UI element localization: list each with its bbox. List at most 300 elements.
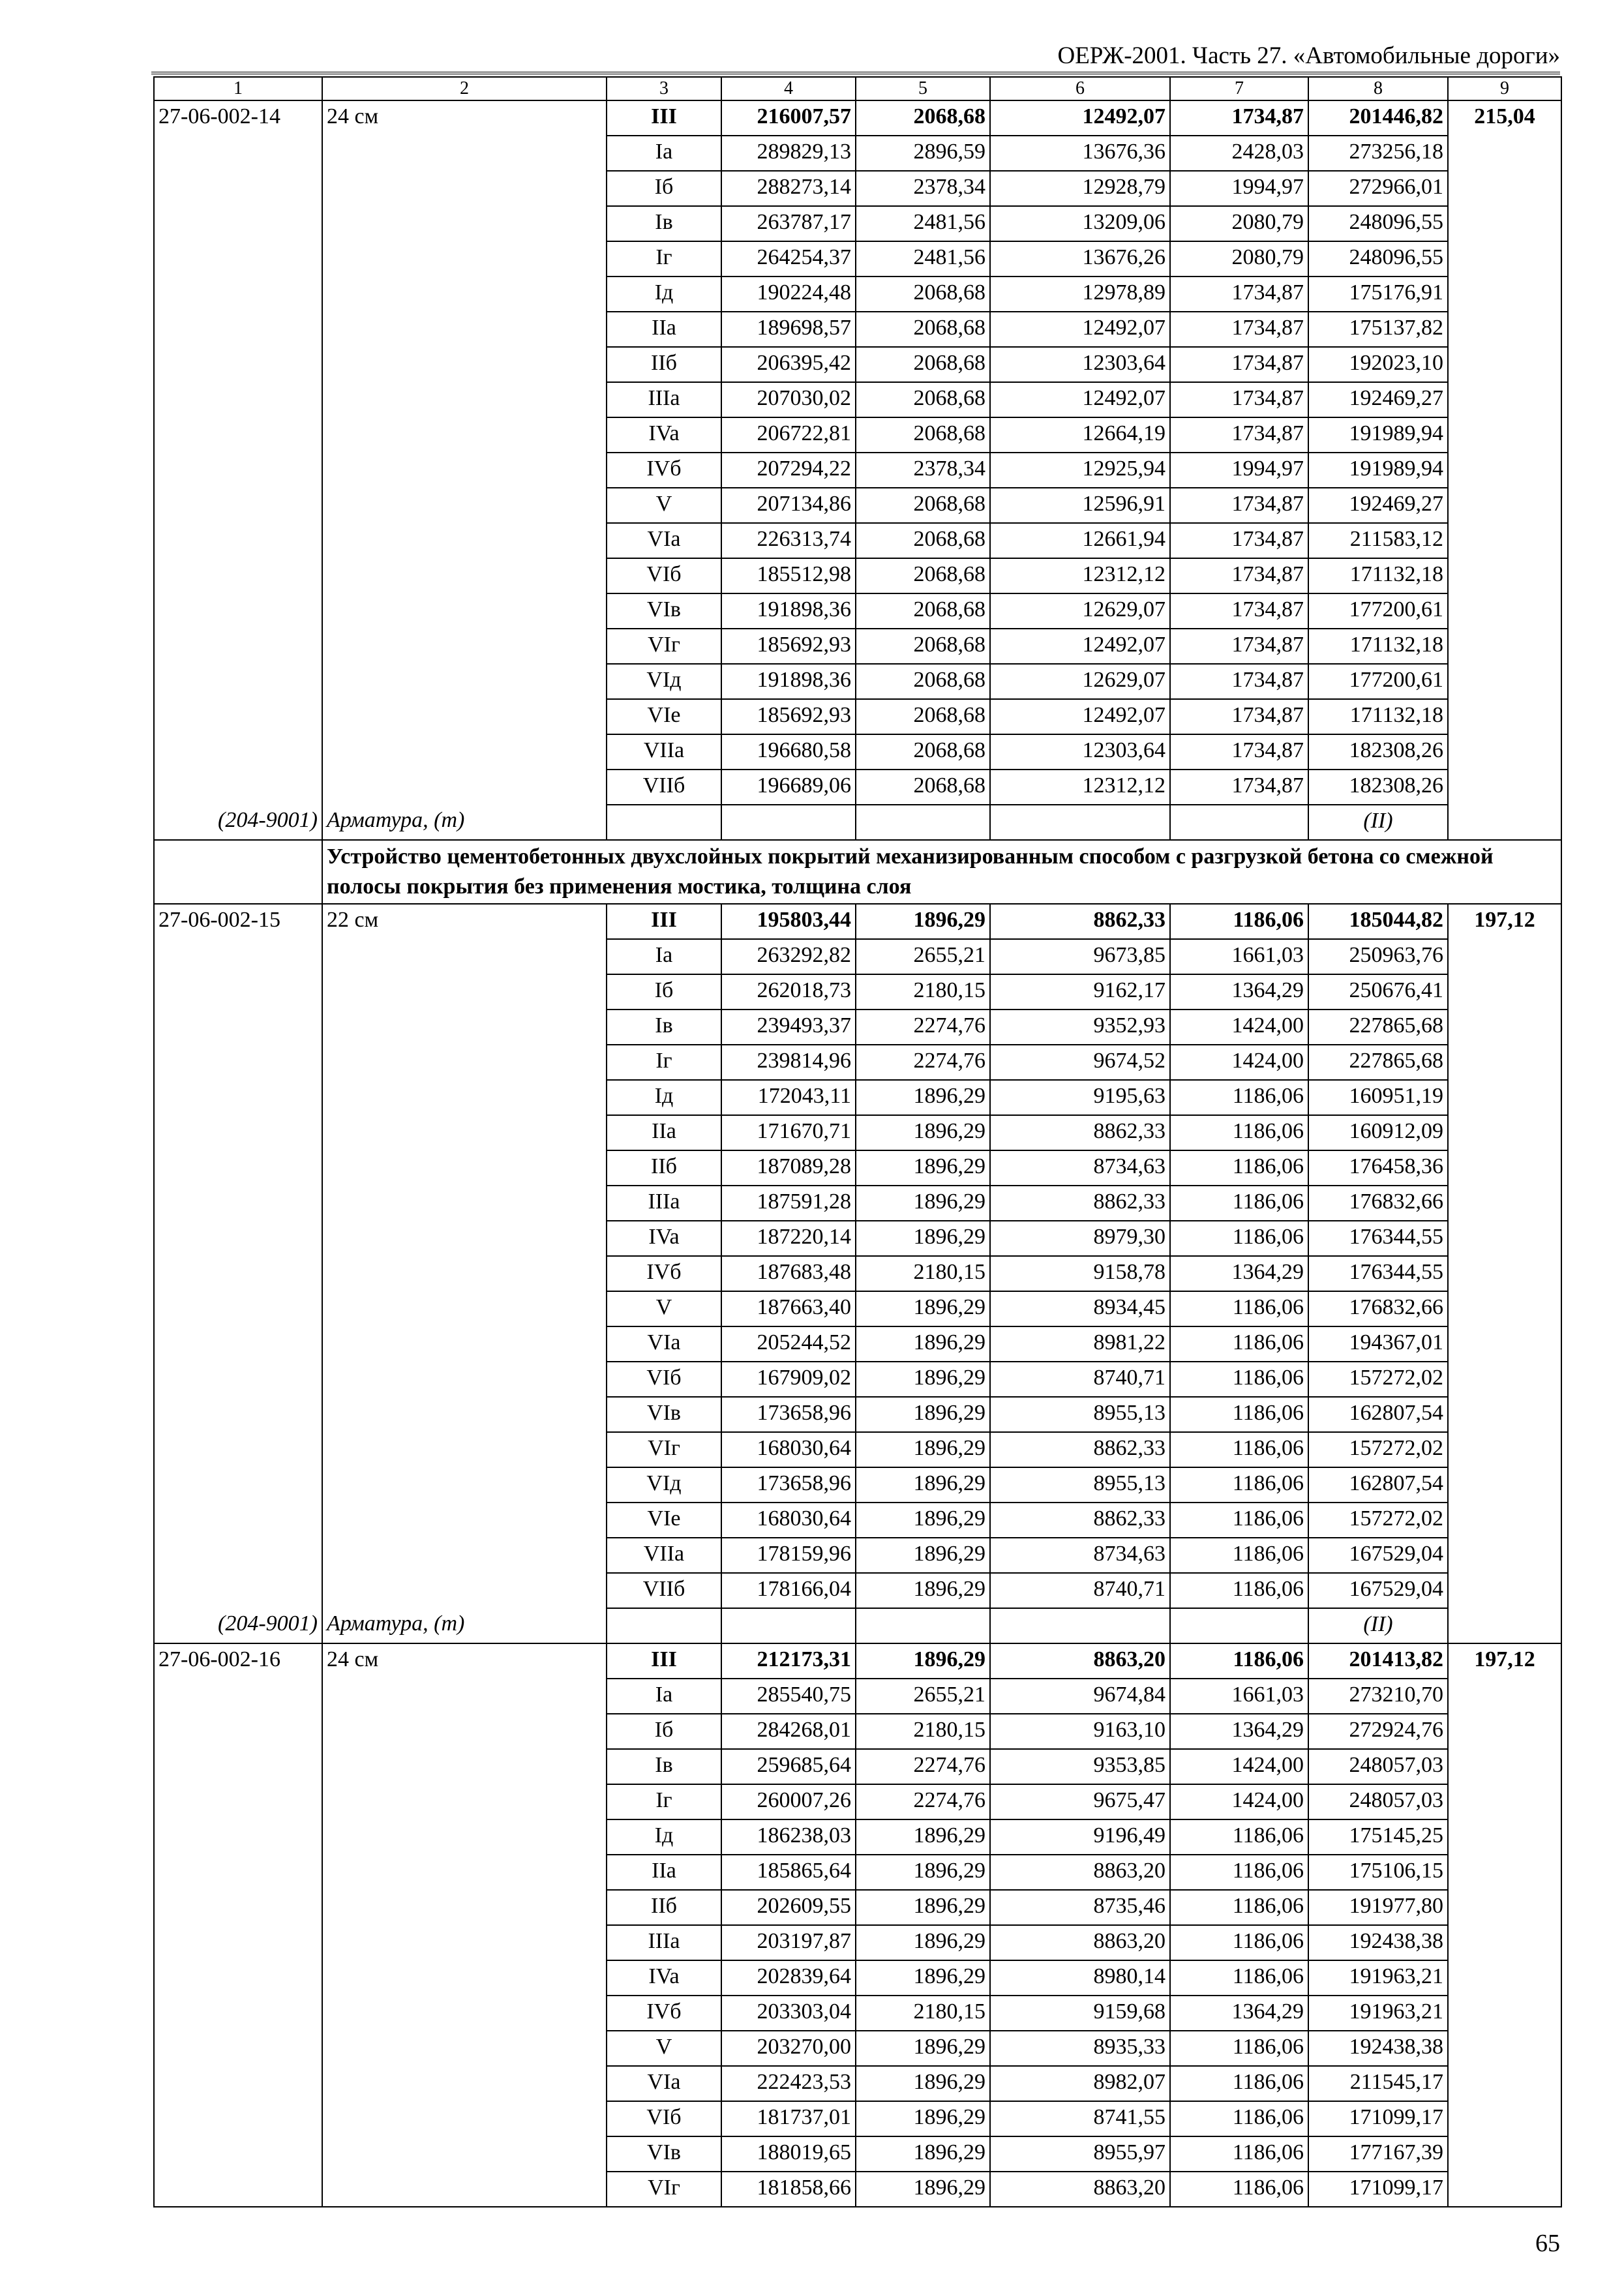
value-cell: 12661,94 — [990, 523, 1170, 558]
value-cell: 2080,79 — [1170, 206, 1308, 241]
column-number: 3 — [607, 77, 721, 100]
value-cell: 178166,04 — [721, 1573, 856, 1608]
thickness-cell — [322, 136, 607, 171]
value-cell: 8862,33 — [990, 1503, 1170, 1538]
value-cell: 1186,06 — [1170, 2172, 1308, 2207]
zone-cell: VIб — [607, 1362, 721, 1397]
value-cell: 167529,04 — [1308, 1573, 1448, 1608]
column-number: 6 — [990, 77, 1170, 100]
thickness-cell — [322, 241, 607, 277]
value-cell: 8734,63 — [990, 1150, 1170, 1186]
table-row — [154, 1679, 1561, 1714]
value-cell: 248057,03 — [1308, 1784, 1448, 1819]
col9-cell — [1448, 1186, 1561, 1221]
value-cell: 1186,06 — [1170, 1855, 1308, 1890]
table-row — [154, 100, 1561, 136]
value-cell: 190224,48 — [721, 277, 856, 312]
value-cell: 8980,14 — [990, 1960, 1170, 1996]
table-row — [154, 136, 1561, 171]
value-cell: 8955,97 — [990, 2136, 1170, 2172]
value-cell: 192023,10 — [1308, 347, 1448, 382]
value-cell: 1896,29 — [856, 1538, 990, 1573]
table-row — [154, 699, 1561, 734]
value-cell: 191898,36 — [721, 593, 856, 629]
table-row — [154, 1256, 1561, 1291]
thickness-cell — [322, 1784, 607, 1819]
armature-code: (204-9001) — [154, 805, 322, 840]
code-cell — [154, 1855, 322, 1890]
value-cell: 192469,27 — [1308, 488, 1448, 523]
value-cell: 2180,15 — [856, 974, 990, 1010]
value-cell: 9195,63 — [990, 1080, 1170, 1115]
zone-cell: VIe — [607, 699, 721, 734]
zone-cell: Iг — [607, 1045, 721, 1080]
table-row — [154, 1960, 1561, 1996]
value-cell: 1896,29 — [856, 2101, 990, 2136]
value-cell: 2274,76 — [856, 1784, 990, 1819]
thickness-cell: 24 см — [322, 100, 607, 136]
value-cell: 207030,02 — [721, 382, 856, 417]
value-cell: 248096,55 — [1308, 241, 1448, 277]
table-row — [154, 1714, 1561, 1749]
code-cell — [154, 1538, 322, 1573]
value-cell: 273256,18 — [1308, 136, 1448, 171]
value-cell: 2481,56 — [856, 206, 990, 241]
value-cell: 171132,18 — [1308, 699, 1448, 734]
code-cell — [154, 1221, 322, 1256]
code-cell — [154, 1960, 322, 1996]
value-cell: 201413,82 — [1308, 1643, 1448, 1679]
zone-cell: Iд — [607, 1819, 721, 1855]
value-cell: 1896,29 — [856, 1186, 990, 1221]
zone-cell: Iв — [607, 206, 721, 241]
value-cell: 8734,63 — [990, 1538, 1170, 1573]
empty-cell — [1170, 805, 1308, 840]
thickness-cell — [322, 974, 607, 1010]
column-number: 8 — [1308, 77, 1448, 100]
value-cell: 8863,20 — [990, 1925, 1170, 1960]
value-cell: 285540,75 — [721, 1679, 856, 1714]
empty-cell — [607, 805, 721, 840]
value-cell: 168030,64 — [721, 1503, 856, 1538]
value-cell: 1186,06 — [1170, 1538, 1308, 1573]
code-cell — [154, 136, 322, 171]
zone-cell: III — [607, 1643, 721, 1679]
value-cell: 1896,29 — [856, 1221, 990, 1256]
value-cell: 9674,84 — [990, 1679, 1170, 1714]
thickness-cell — [322, 1397, 607, 1432]
value-cell: 182308,26 — [1308, 734, 1448, 770]
armature-label: Арматура, (т) — [322, 805, 607, 840]
value-cell: 185692,93 — [721, 699, 856, 734]
value-cell: 13676,36 — [990, 136, 1170, 171]
col9-cell — [1448, 2031, 1561, 2066]
table-row — [154, 1432, 1561, 1467]
table-row — [154, 1326, 1561, 1362]
value-cell: 211583,12 — [1308, 523, 1448, 558]
empty-cell — [856, 805, 990, 840]
value-cell: 1186,06 — [1170, 1643, 1308, 1679]
value-cell: 12303,64 — [990, 347, 1170, 382]
value-cell: 8863,20 — [990, 1855, 1170, 1890]
value-cell: 9163,10 — [990, 1714, 1170, 1749]
thickness-cell — [322, 382, 607, 417]
thickness-cell — [322, 1996, 607, 2031]
value-cell: 263787,17 — [721, 206, 856, 241]
thickness-cell — [322, 312, 607, 347]
value-cell: 2068,68 — [856, 593, 990, 629]
thickness-cell — [322, 1573, 607, 1608]
code-cell — [154, 488, 322, 523]
value-cell: 12596,91 — [990, 488, 1170, 523]
code-cell — [154, 1467, 322, 1503]
value-cell: 185692,93 — [721, 629, 856, 664]
value-cell: 202609,55 — [721, 1890, 856, 1925]
zone-cell: IIб — [607, 1890, 721, 1925]
thickness-cell — [322, 734, 607, 770]
value-cell: 1186,06 — [1170, 1150, 1308, 1186]
empty-cell — [990, 805, 1170, 840]
value-cell: 1186,06 — [1170, 1467, 1308, 1503]
table-row — [154, 1221, 1561, 1256]
col9-cell — [1448, 1115, 1561, 1150]
value-cell: 176832,66 — [1308, 1186, 1448, 1221]
code-cell — [154, 974, 322, 1010]
value-cell: 191989,94 — [1308, 417, 1448, 453]
thickness-cell — [322, 1890, 607, 1925]
value-cell: 191963,21 — [1308, 1996, 1448, 2031]
code-cell — [154, 453, 322, 488]
col9-cell — [1448, 382, 1561, 417]
col9-cell — [1448, 1150, 1561, 1186]
value-cell: 201446,82 — [1308, 100, 1448, 136]
value-cell: 12492,07 — [990, 629, 1170, 664]
code-cell — [154, 1256, 322, 1291]
value-cell: 1896,29 — [856, 1115, 990, 1150]
value-cell: 177200,61 — [1308, 664, 1448, 699]
value-cell: 8862,33 — [990, 1186, 1170, 1221]
value-cell: 1186,06 — [1170, 1221, 1308, 1256]
value-cell: 205244,52 — [721, 1326, 856, 1362]
table-row — [154, 939, 1561, 974]
table-row — [154, 2136, 1561, 2172]
code-cell — [154, 664, 322, 699]
value-cell: 1896,29 — [856, 1960, 990, 1996]
column-number: 2 — [322, 77, 607, 100]
thickness-cell — [322, 1362, 607, 1397]
value-cell: 1734,87 — [1170, 488, 1308, 523]
zone-cell: VIIб — [607, 770, 721, 805]
zone-cell: IVб — [607, 453, 721, 488]
value-cell: 8982,07 — [990, 2066, 1170, 2101]
zone-cell: Ia — [607, 136, 721, 171]
col9-cell — [1448, 523, 1561, 558]
zone-cell: IVa — [607, 417, 721, 453]
armature-row — [154, 805, 1561, 840]
value-cell: 227865,68 — [1308, 1010, 1448, 1045]
code-cell — [154, 2031, 322, 2066]
value-cell: 1896,29 — [856, 1855, 990, 1890]
zone-cell: Ia — [607, 1679, 721, 1714]
value-cell: 189698,57 — [721, 312, 856, 347]
table-row — [154, 1397, 1561, 1432]
col9-cell — [1448, 1784, 1561, 1819]
value-cell: 1896,29 — [856, 1643, 990, 1679]
thickness-cell — [322, 1538, 607, 1573]
table-row — [154, 1996, 1561, 2031]
value-cell: 248096,55 — [1308, 206, 1448, 241]
value-cell: 1661,03 — [1170, 939, 1308, 974]
zone-cell: IIa — [607, 1855, 721, 1890]
value-cell: 263292,82 — [721, 939, 856, 974]
col9-cell — [1448, 171, 1561, 206]
value-cell: 250676,41 — [1308, 974, 1448, 1010]
value-cell: 185512,98 — [721, 558, 856, 593]
value-cell: 12928,79 — [990, 171, 1170, 206]
table-row — [154, 1855, 1561, 1890]
value-cell: 239493,37 — [721, 1010, 856, 1045]
col9-cell — [1448, 734, 1561, 770]
value-cell: 2274,76 — [856, 1010, 990, 1045]
value-cell: 1424,00 — [1170, 1749, 1308, 1784]
thickness-cell — [322, 1045, 607, 1080]
value-cell: 1734,87 — [1170, 417, 1308, 453]
column-number: 5 — [856, 77, 990, 100]
value-cell: 187220,14 — [721, 1221, 856, 1256]
col9-cell — [1448, 1326, 1561, 1362]
value-cell: 196680,58 — [721, 734, 856, 770]
value-cell: 239814,96 — [721, 1045, 856, 1080]
value-cell: 167909,02 — [721, 1362, 856, 1397]
value-cell: 195803,44 — [721, 904, 856, 939]
code-cell — [154, 1714, 322, 1749]
table-row — [154, 904, 1561, 939]
value-cell: 264254,37 — [721, 241, 856, 277]
thickness-cell — [322, 2136, 607, 2172]
value-cell: 1186,06 — [1170, 1080, 1308, 1115]
value-cell: 8741,55 — [990, 2101, 1170, 2136]
table-row — [154, 277, 1561, 312]
code-cell — [154, 2136, 322, 2172]
table-row — [154, 1010, 1561, 1045]
zone-cell: Iд — [607, 1080, 721, 1115]
code-cell — [154, 1291, 322, 1326]
value-cell: 12629,07 — [990, 664, 1170, 699]
value-cell: 1896,29 — [856, 1326, 990, 1362]
thickness-cell — [322, 2031, 607, 2066]
col9-cell — [1448, 1221, 1561, 1256]
table-row — [154, 2031, 1561, 2066]
col9-cell — [1448, 1538, 1561, 1573]
table-row — [154, 453, 1561, 488]
value-cell: 173658,96 — [721, 1397, 856, 1432]
col9-cell — [1448, 2066, 1561, 2101]
column-number: 4 — [721, 77, 856, 100]
value-cell: 186238,03 — [721, 1819, 856, 1855]
value-cell: 1734,87 — [1170, 277, 1308, 312]
armature-code: (204-9001) — [154, 1608, 322, 1643]
thickness-cell — [322, 1679, 607, 1714]
value-cell: 9159,68 — [990, 1996, 1170, 2031]
thickness-cell — [322, 2172, 607, 2207]
code-cell — [154, 2066, 322, 2101]
code-cell — [154, 523, 322, 558]
value-cell: 1896,29 — [856, 2031, 990, 2066]
col9-cell — [1448, 1432, 1561, 1467]
value-cell: 272966,01 — [1308, 171, 1448, 206]
col9-cell — [1448, 1890, 1561, 1925]
value-cell: 9674,52 — [990, 1045, 1170, 1080]
value-cell: 8955,13 — [990, 1467, 1170, 1503]
col9-cell — [1448, 1467, 1561, 1503]
table-row — [154, 734, 1561, 770]
table-row — [154, 241, 1561, 277]
col9-cell — [1448, 1819, 1561, 1855]
thickness-cell — [322, 593, 607, 629]
value-cell: 206395,42 — [721, 347, 856, 382]
zone-cell: VIa — [607, 1326, 721, 1362]
col9-cell — [1448, 1714, 1561, 1749]
value-cell: 1186,06 — [1170, 1925, 1308, 1960]
col9-cell — [1448, 136, 1561, 171]
zone-cell: III — [607, 904, 721, 939]
value-cell: 8862,33 — [990, 1115, 1170, 1150]
col9-cell — [1448, 629, 1561, 664]
code-cell — [154, 312, 322, 347]
code-cell: 27-06-002-15 — [154, 904, 322, 939]
code-cell — [154, 1150, 322, 1186]
section-title-spacer — [154, 840, 322, 904]
empty-cell — [856, 1608, 990, 1643]
col9-cell — [1448, 1960, 1561, 1996]
value-cell: 9162,17 — [990, 974, 1170, 1010]
zone-cell: Iб — [607, 974, 721, 1010]
table-row — [154, 523, 1561, 558]
col9-cell — [1448, 241, 1561, 277]
value-cell: 227865,68 — [1308, 1045, 1448, 1080]
zone-cell: VIIa — [607, 734, 721, 770]
table-row — [154, 1080, 1561, 1115]
value-cell: 1186,06 — [1170, 1960, 1308, 1996]
value-cell: 191989,94 — [1308, 453, 1448, 488]
zone-cell: VIг — [607, 629, 721, 664]
value-cell: 162807,54 — [1308, 1467, 1448, 1503]
code-cell — [154, 1819, 322, 1855]
code-cell — [154, 1749, 322, 1784]
value-cell: 1364,29 — [1170, 1714, 1308, 1749]
code-cell — [154, 1503, 322, 1538]
value-cell: 1896,29 — [856, 1890, 990, 1925]
value-cell: 248057,03 — [1308, 1749, 1448, 1784]
empty-cell — [721, 805, 856, 840]
value-cell: 1896,29 — [856, 1397, 990, 1432]
zone-cell: IIIa — [607, 1925, 721, 1960]
value-cell: 2068,68 — [856, 382, 990, 417]
value-cell: 9673,85 — [990, 939, 1170, 974]
value-cell: 2068,68 — [856, 664, 990, 699]
col9-cell: 215,04 — [1448, 100, 1561, 136]
thickness-cell — [322, 1714, 607, 1749]
value-cell: 9196,49 — [990, 1819, 1170, 1855]
col9-cell — [1448, 1080, 1561, 1115]
value-cell: 191898,36 — [721, 664, 856, 699]
zone-cell: IVa — [607, 1960, 721, 1996]
col9-cell — [1448, 974, 1561, 1010]
value-cell: 212173,31 — [721, 1643, 856, 1679]
armature-label: Арматура, (т) — [322, 1608, 607, 1643]
value-cell: 12978,89 — [990, 277, 1170, 312]
zone-cell: IIa — [607, 312, 721, 347]
value-cell: 273210,70 — [1308, 1679, 1448, 1714]
table-row — [154, 1573, 1561, 1608]
value-cell: 259685,64 — [721, 1749, 856, 1784]
value-cell: 167529,04 — [1308, 1538, 1448, 1573]
code-cell — [154, 2101, 322, 2136]
value-cell: 187089,28 — [721, 1150, 856, 1186]
table-row — [154, 2066, 1561, 2101]
zone-cell: VIв — [607, 2136, 721, 2172]
value-cell: 192469,27 — [1308, 382, 1448, 417]
value-cell: 2068,68 — [856, 734, 990, 770]
value-cell: 1186,06 — [1170, 2136, 1308, 2172]
thickness-cell — [322, 699, 607, 734]
value-cell: 8863,20 — [990, 1643, 1170, 1679]
code-cell — [154, 558, 322, 593]
code-cell — [154, 699, 322, 734]
value-cell: 187663,40 — [721, 1291, 856, 1326]
value-cell: 9352,93 — [990, 1010, 1170, 1045]
thickness-cell — [322, 939, 607, 974]
zone-cell: VIг — [607, 2172, 721, 2207]
col9-cell — [1448, 2101, 1561, 2136]
thickness-cell — [322, 1326, 607, 1362]
col9-cell — [1448, 1996, 1561, 2031]
value-cell: 1661,03 — [1170, 1679, 1308, 1714]
zone-cell: VIa — [607, 523, 721, 558]
col9-cell — [1448, 699, 1561, 734]
col9-cell — [1448, 1291, 1561, 1326]
value-cell: 1896,29 — [856, 1503, 990, 1538]
table-row — [154, 1045, 1561, 1080]
zone-cell: VIIa — [607, 1538, 721, 1573]
code-cell — [154, 206, 322, 241]
zone-cell: Iг — [607, 1784, 721, 1819]
code-cell — [154, 770, 322, 805]
table-row — [154, 1819, 1561, 1855]
zone-cell: VIв — [607, 593, 721, 629]
code-cell — [154, 1925, 322, 1960]
thickness-cell — [322, 206, 607, 241]
value-cell: 226313,74 — [721, 523, 856, 558]
col9-cell — [1448, 1925, 1561, 1960]
code-cell — [154, 1573, 322, 1608]
value-cell: 250963,76 — [1308, 939, 1448, 974]
value-cell: 2378,34 — [856, 453, 990, 488]
code-cell — [154, 347, 322, 382]
value-cell: 1896,29 — [856, 1925, 990, 1960]
thickness-cell — [322, 629, 607, 664]
code-cell — [154, 734, 322, 770]
thickness-cell — [322, 770, 607, 805]
value-cell: 171099,17 — [1308, 2172, 1448, 2207]
value-cell: 182308,26 — [1308, 770, 1448, 805]
value-cell: 1734,87 — [1170, 629, 1308, 664]
thickness-cell — [322, 1256, 607, 1291]
value-cell: 1364,29 — [1170, 974, 1308, 1010]
zone-cell: VIб — [607, 558, 721, 593]
col9-cell — [1448, 2136, 1561, 2172]
value-cell: 203270,00 — [721, 2031, 856, 2066]
